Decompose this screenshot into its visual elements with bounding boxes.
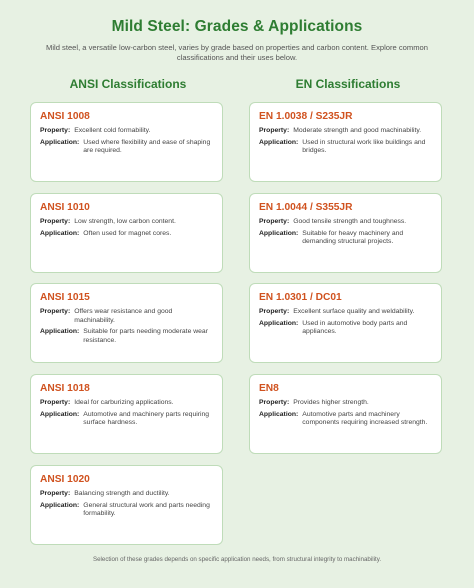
application-label: Application: (40, 229, 80, 237)
application-value: Used in structural work like buildings and bridges. (302, 138, 426, 155)
application-value: Used where flexibility and ease of shaping are required. (83, 138, 211, 155)
en-heading: EN Classifications (295, 77, 401, 91)
application-label: Application: (40, 138, 80, 146)
property-label: Property: (259, 218, 290, 225)
property-label: Property: (40, 399, 71, 406)
page-title: Mild Steel: Grades & Applications (111, 18, 363, 35)
application-label: Application: (259, 410, 299, 418)
ansi-card-1015 (30, 283, 223, 363)
property-value: Excellent cold formability. (74, 127, 151, 134)
application-label: Application: (40, 328, 80, 336)
ansi-card-1020 (30, 465, 223, 545)
property-label: Property: (40, 308, 71, 315)
en-card-dc01 (249, 283, 442, 363)
application-row (259, 139, 432, 156)
property-value: Ideal for carburizing applications. (74, 399, 174, 406)
ansi-heading: ANSI Classifications (69, 77, 187, 91)
application-value: Suitable for parts needing moderate wear resistance. (83, 328, 208, 344)
en-card-s355jr (249, 193, 442, 273)
card-title: ANSI 1020 (40, 474, 90, 485)
property-row (259, 308, 432, 317)
application-row (259, 411, 432, 428)
property-label: Property: (259, 399, 290, 406)
card-title: ANSI 1018 (40, 383, 90, 394)
card-title: EN 1.0044 / S355JR (259, 202, 353, 213)
card-title: EN 1.0038 / S235JR (259, 111, 353, 122)
property-label: Property: (40, 218, 71, 225)
application-label: Application: (40, 501, 80, 509)
application-row (40, 411, 213, 428)
property-value: Provides higher strength. (293, 399, 369, 406)
application-row (259, 320, 432, 337)
property-row (259, 218, 432, 227)
property-label: Property: (259, 308, 290, 315)
page-subtitle: Mild steel, a versatile low-carbon steel, varies by grade based on properties and carbon content. Explore common classifications and their uses below. (46, 43, 428, 62)
footer-note: Selection of these grades depends on specific application needs, from structural integrity to machinability. (92, 556, 382, 563)
application-label: Application: (259, 138, 299, 146)
application-value: Automotive parts and machinery components requiring increased strength. (302, 410, 428, 427)
application-row (40, 139, 213, 156)
application-label: Application: (259, 229, 299, 237)
en-card-en8 (249, 374, 442, 454)
property-value: Low strength, low carbon content. (74, 218, 176, 225)
application-row (259, 230, 432, 247)
property-row (40, 308, 213, 325)
application-value: Used in automotive body parts and appliances. (302, 319, 408, 336)
application-value: Often used for magnet cores. (83, 229, 172, 237)
property-value: Excellent surface quality and weldability. (293, 308, 415, 315)
property-value: Balancing strength and ductility. (74, 490, 170, 497)
en-card-s235jr (249, 102, 442, 182)
property-label: Property: (40, 127, 71, 134)
card-title: EN8 (259, 383, 279, 394)
property-value: Offers wear resistance and good machinability. (74, 308, 173, 324)
card-title: ANSI 1010 (40, 202, 90, 213)
property-value: Good tensile strength and toughness. (293, 218, 407, 225)
property-value: Moderate strength and good machinability. (293, 127, 422, 134)
application-label: Application: (40, 410, 80, 418)
ansi-card-1018 (30, 374, 223, 454)
property-row (40, 399, 213, 408)
property-row (40, 218, 213, 227)
property-label: Property: (259, 127, 290, 134)
property-label: Property: (40, 490, 71, 497)
ansi-card-1008 (30, 102, 223, 182)
card-title: ANSI 1015 (40, 292, 90, 303)
card-title: ANSI 1008 (40, 111, 90, 122)
application-value: General structural work and parts needing formability. (83, 501, 210, 518)
property-row (40, 490, 213, 499)
application-value: Automotive and machinery parts requiring surface hardness. (83, 410, 210, 427)
ansi-card-1010 (30, 193, 223, 273)
application-row (40, 230, 213, 239)
application-value: Suitable for heavy machinery and demanding structural projects. (302, 229, 404, 246)
property-row (259, 399, 432, 408)
application-label: Application: (259, 319, 299, 327)
property-row (40, 127, 213, 136)
card-title: EN 1.0301 / DC01 (259, 292, 342, 303)
property-row (259, 127, 432, 136)
application-row (40, 328, 213, 345)
application-row (40, 502, 213, 519)
